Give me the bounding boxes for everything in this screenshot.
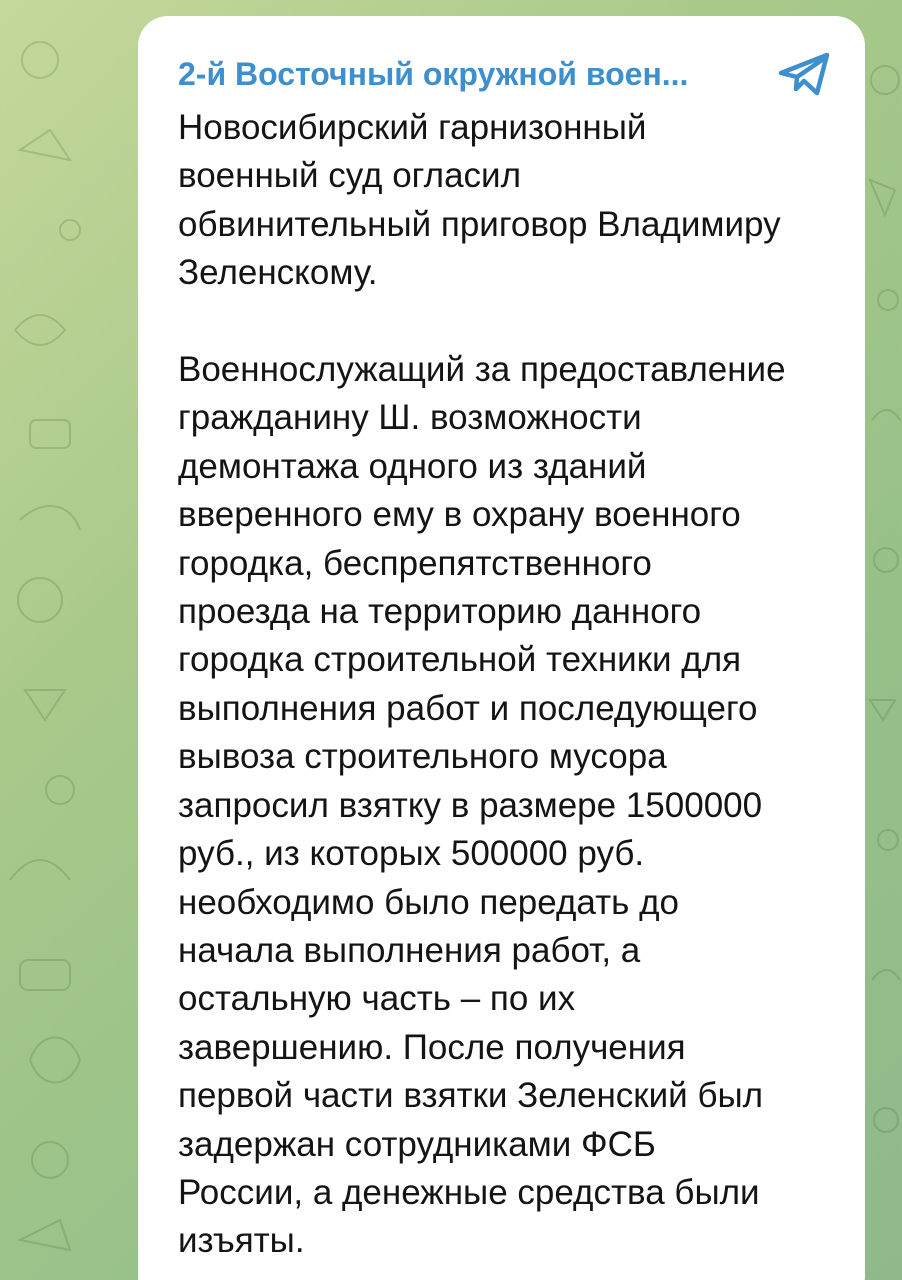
- telegram-send-icon[interactable]: [775, 50, 835, 98]
- channel-message-bubble[interactable]: [138, 16, 865, 1280]
- message-text: Новосибирский гарнизонный военный суд огласил обвинительный приговор Владимиру Зеленскому. Военнослужащий за предоставление гражданину Ш. возможности демонтажа одного из зданий вверенного ему в охрану военного городка, беспрепятственного проезда на территорию данного городка строительной техники для выполнения работ и последующего вывоза строительного мусора запросил взятку в размере 1500000 руб., из которых 500000 руб. необходимо было передать до начала выполнения работ, а остальную часть – по их завершению. После получения первой части взятки Зеленский был задержан сотрудниками ФСБ России, а денежные средства были изъяты.: [178, 108, 786, 1261]
- message-header: [178, 50, 835, 98]
- channel-name-link[interactable]: 2-й Восточный окружной воен...: [178, 55, 689, 92]
